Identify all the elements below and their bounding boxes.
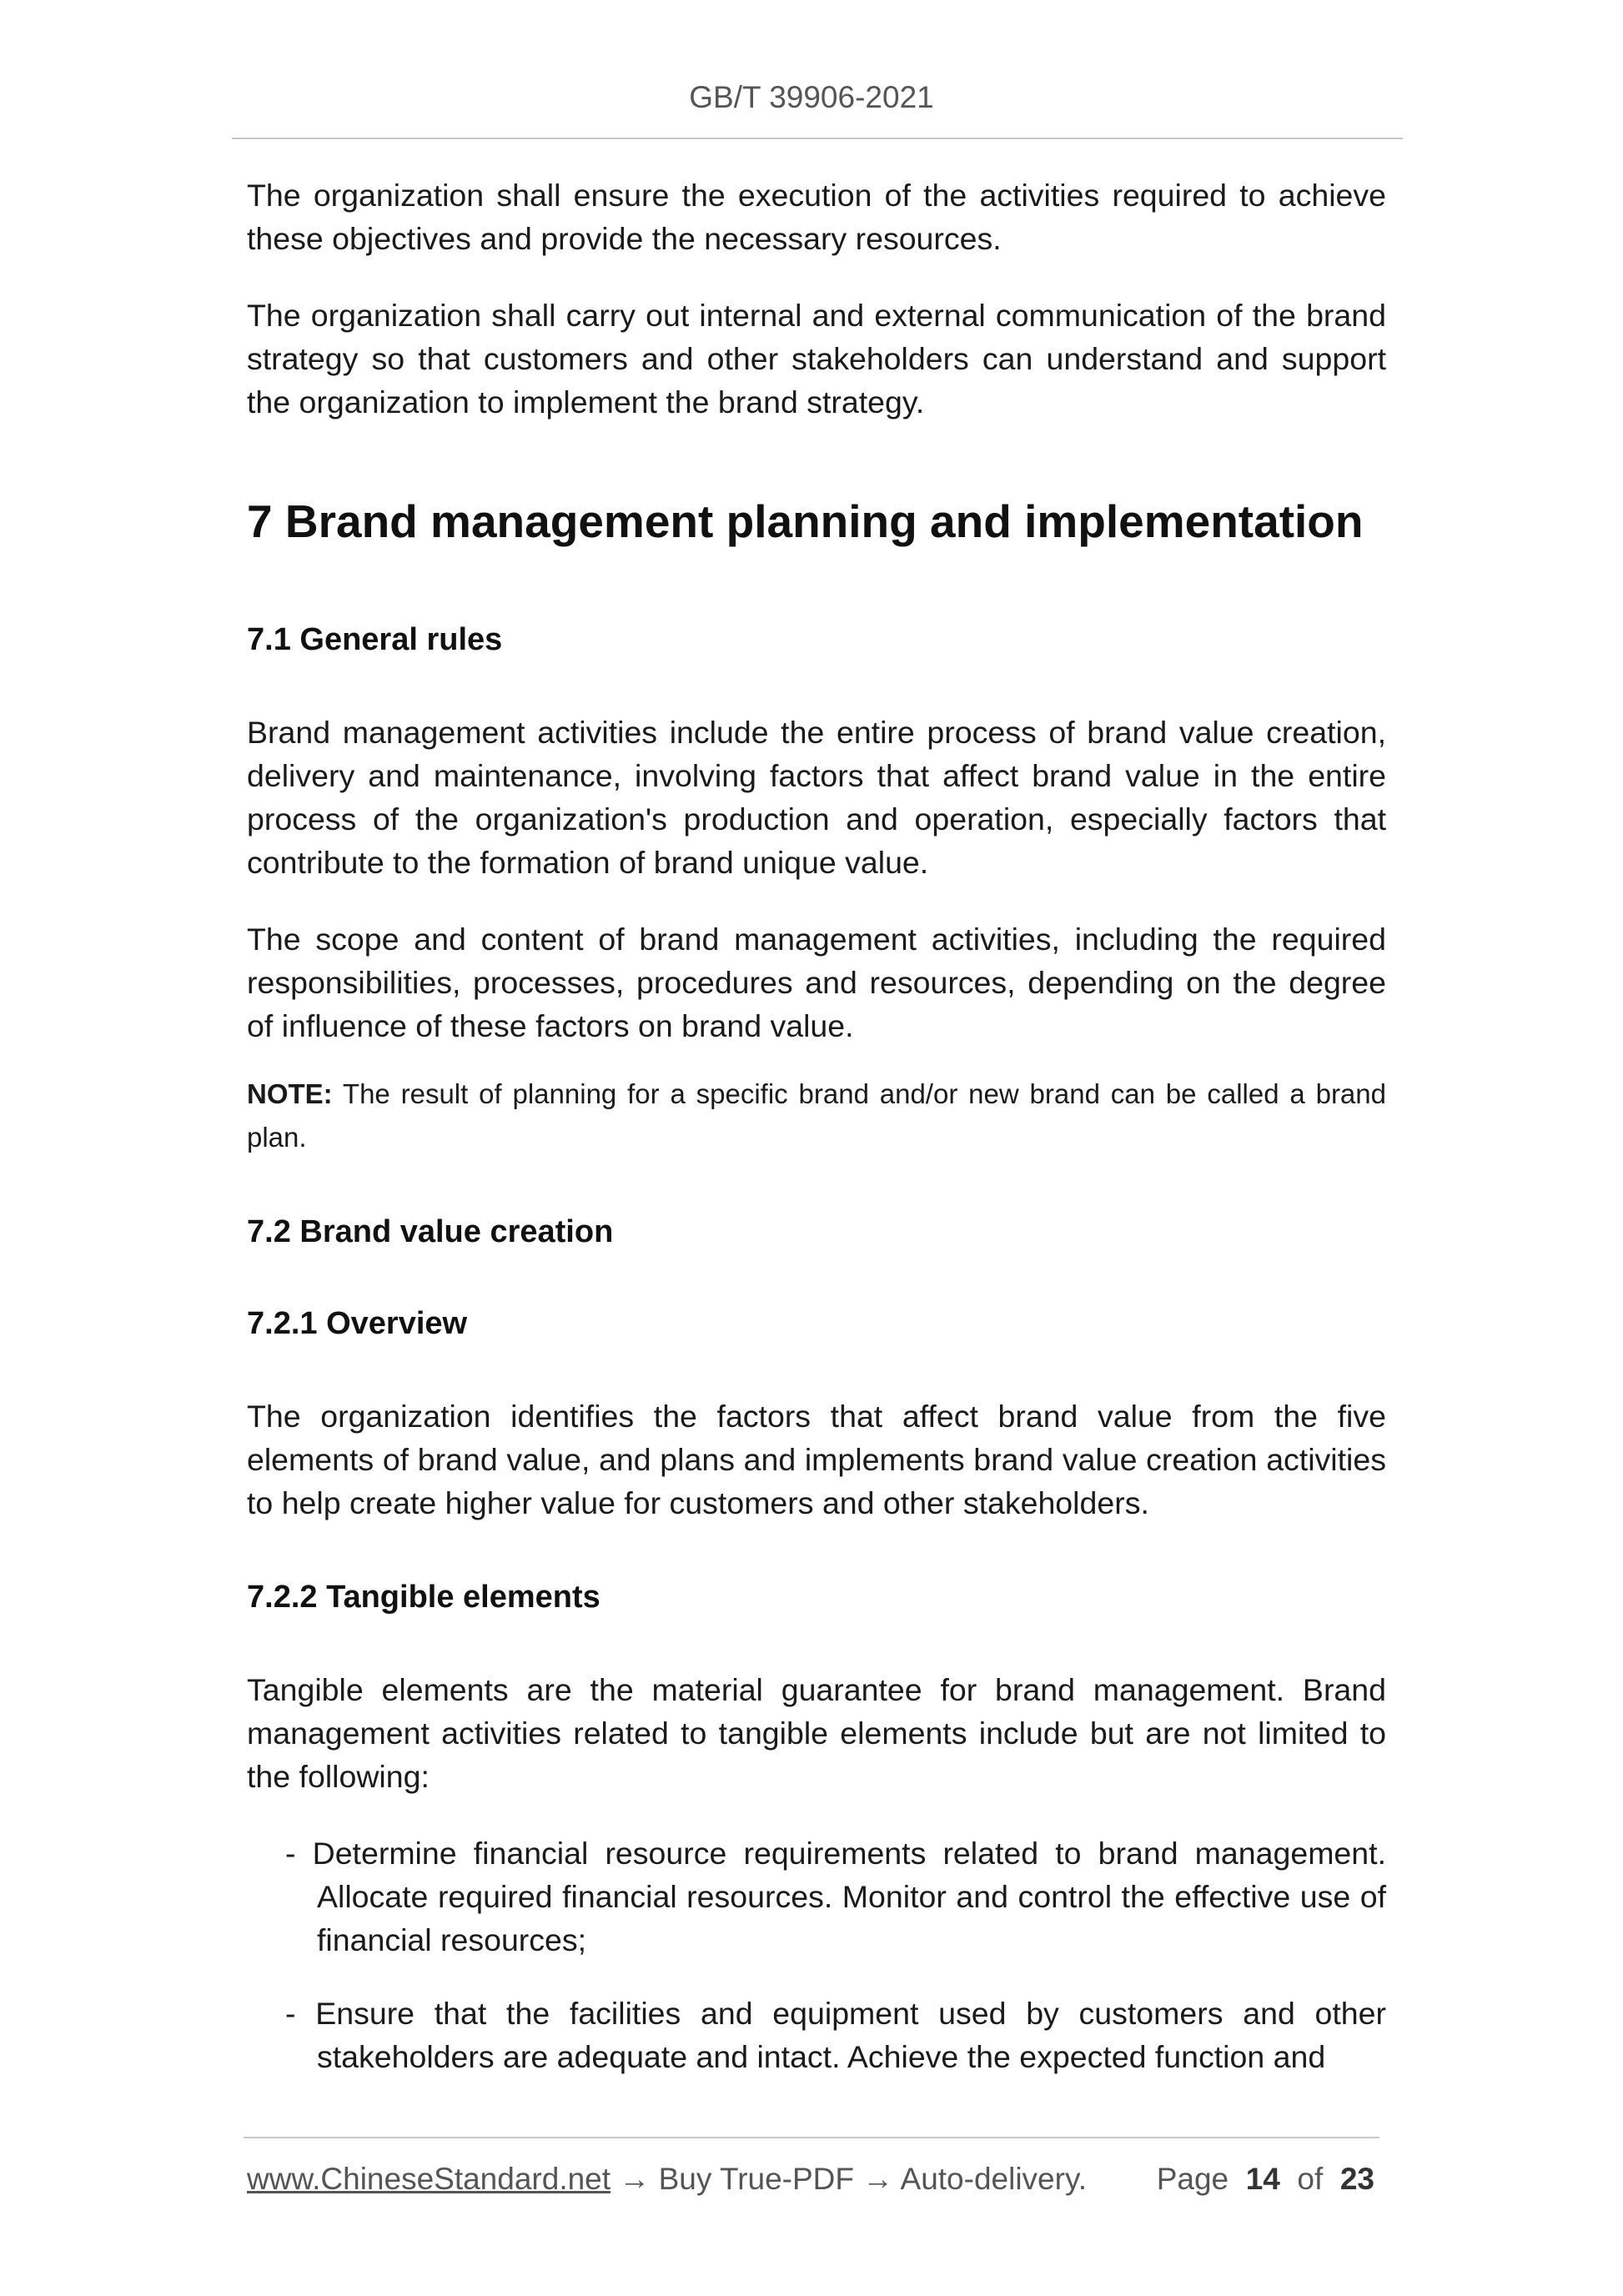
section-7-2-heading: 7.2 Brand value creation [247,1214,614,1249]
section-7-1-heading: 7.1 General rules [247,622,503,657]
page-number [1157,2162,1374,2197]
current-page: 14 [1245,2162,1280,2196]
note-label: NOTE: [247,1078,333,1109]
footer-tagline: → Buy True-PDF → Auto-delivery. [611,2162,1087,2196]
footer-divider [244,2137,1379,2138]
section-7-2-2-heading: 7.2.2 Tangible elements [247,1580,600,1615]
section-7-2-1-heading: 7.2.1 Overview [247,1306,468,1341]
note-block [247,1073,1386,1159]
document-header-title: GB/T 39906-2021 [689,80,934,114]
body-paragraph: Brand management activities include the entire process of brand value creation, delivery and maintenance, involving factors that affect brand value in the entire process of the organization's production and operation, especially factors that contribute to the formation of brand unique value. [247,715,1386,880]
body-paragraph: Tangible elements are the material guarantee for brand management. Brand management activities related to tangible elements include but are not limited to the following: [247,1672,1386,1794]
body-paragraph: The organization identifies the factors that affect brand value from the five elements of brand value, and plans and implements brand value creation activities to help create higher value for customers and other stakeholders. [247,1399,1386,1520]
page-content [247,173,1386,2108]
requirements-list [247,1831,1386,2078]
list-item: - Determine financial resource requirements related to brand management. Allocate required financial resources. Monitor and control the effective use of financial resources; [285,1836,1386,1957]
page-footer [247,2162,1386,2203]
note-text: The result of planning for a specific brand and/or new brand can be called a brand plan. [247,1078,1386,1153]
website-link[interactable]: www.ChineseStandard.net [247,2162,611,2196]
total-pages: 23 [1339,2162,1374,2196]
section-7-heading: 7 Brand management planning and implementation [247,495,1364,547]
page-label: Page [1156,2162,1229,2196]
body-paragraph: The organization shall ensure the execution of the activities required to achieve these objectives and provide the necessary resources. [247,178,1386,256]
body-paragraph: The organization shall carry out internal and external communication of the brand strategy so that customers and other stakeholders can understand and support the organization to implement the brand strategy. [247,298,1386,420]
of-label: of [1297,2162,1324,2196]
footer-promo [247,2162,1087,2197]
body-paragraph: The scope and content of brand management activities, including the required responsibilities, processes, procedures and resources, depending on the degree of influence of these factors on brand value. [247,922,1386,1043]
header-divider [232,138,1403,139]
list-item: - Ensure that the facilities and equipment used by customers and other stakeholders are adequate and intact. Achieve the expected function and [285,1996,1386,2074]
